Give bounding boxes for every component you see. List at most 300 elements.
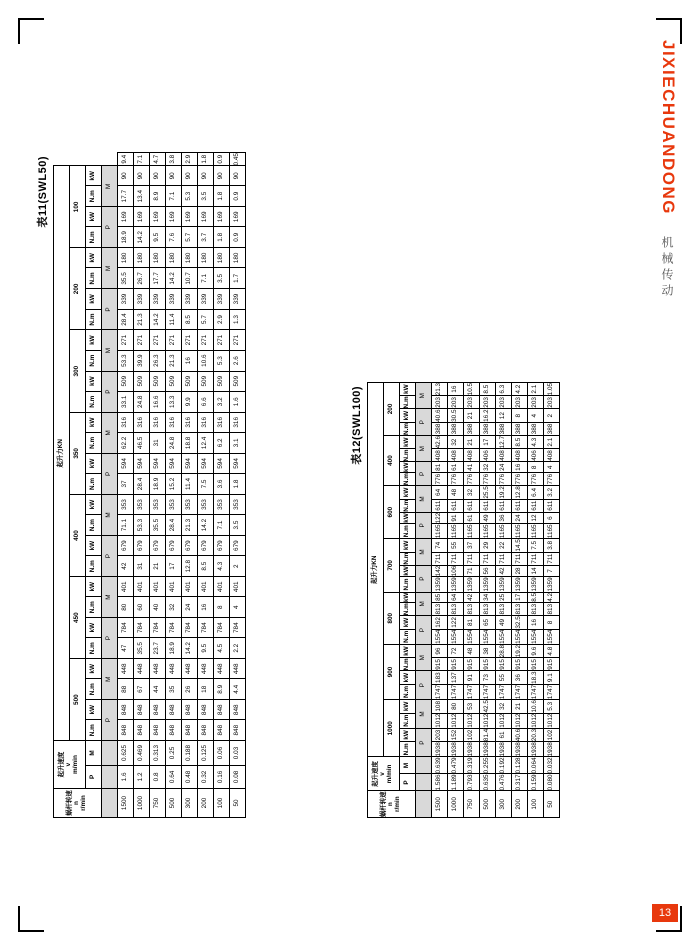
data-cell: 784 [230,618,246,638]
data-cell: 776 [512,473,528,486]
data-cell: 1938 [528,742,544,757]
crop-mark-bottom-left-h [18,930,44,932]
speed-m-cell: 0.639 [432,757,448,774]
data-cell: 271 [118,330,134,350]
data-cell: 1554 [464,629,480,644]
table-row [198,153,214,818]
data-cell: 4.4 [230,679,246,700]
data-cell: 37 [118,473,134,494]
load-header: 300 [70,330,86,412]
data-cell: 611 [496,499,512,512]
metric-header: kW [400,700,416,713]
data-cell: 339 [118,289,134,309]
data-cell: 183 [432,671,448,684]
data-cell: 16.2 [480,409,496,422]
sub-m-label: M [416,700,432,729]
load-header: 350 [70,412,86,494]
rpm-header: 蜗杆转速 n r/min [54,788,102,817]
sub-p-label: P [416,462,432,486]
data-cell: 401 [118,577,134,597]
data-cell: 1747 [448,684,464,699]
data-cell: 388 [512,422,528,435]
data-cell: 90 [150,166,166,186]
data-cell: 35.5 [150,515,166,536]
data-cell: 848 [182,720,198,741]
metric-header: N.m [86,309,102,330]
data-cell: 14.5 [512,539,528,552]
table-row [214,153,230,818]
data-cell: 203 [496,396,512,409]
speed-m-cell: 0.25 [166,741,182,766]
data-cell: 48 [448,486,464,499]
metric-header: N.m [86,227,102,248]
data-cell: 679 [150,536,166,556]
data-cell: 35.5 [134,638,150,659]
data-cell: 509 [134,371,150,391]
crop-mark-top-left-h [18,18,44,20]
data-cell: 24 [512,512,528,524]
data-cell: 813 [544,603,560,616]
data-cell: 448 [150,659,166,679]
data-cell: 1165 [448,524,464,539]
data-cell: 42 [118,556,134,577]
data-cell: 848 [134,720,150,741]
data-cell: 711 [528,552,544,565]
table-row [512,382,528,817]
data-cell: 401 [198,577,214,597]
speed-m-cell: 0.255 [480,757,496,774]
data-cell: 353 [198,494,214,514]
metric-header: N.m [86,350,102,371]
metric-header: kW [86,166,102,186]
data-cell: 776 [432,473,448,486]
data-cell: 594 [230,453,246,473]
metric-header: N.m [400,449,416,462]
data-cell: 1359 [448,577,464,592]
data-cell: 9.4 [118,153,134,166]
data-cell: 9.5 [198,638,214,659]
data-cell: 776 [480,473,496,486]
table-row [528,382,544,817]
blank-cell [416,774,432,791]
metric-header: N.m [86,473,102,494]
data-cell: 88 [118,679,134,700]
data-cell: 611 [512,499,528,512]
data-cell: 85 [432,592,448,603]
data-cell: 1165 [480,524,496,539]
data-cell: 90 [166,166,182,186]
data-cell: 1012 [448,713,464,728]
data-cell: 12.7 [496,435,512,448]
data-cell: 1359 [480,577,496,592]
data-cell: 1165 [528,524,544,539]
load-header: 400 [70,494,86,576]
data-cell: 21.3 [166,350,182,371]
data-cell: 3.5 [198,186,214,207]
metric-header: N.m [400,684,416,699]
sub-m-label: M [416,486,432,513]
data-cell: 6 [544,512,560,524]
data-cell: 813 [464,603,480,616]
data-cell: 64 [432,486,448,499]
data-cell: 14 [528,565,544,577]
data-cell: 1938 [544,742,560,757]
metric-header: kW [86,248,102,268]
data-cell: 21 [150,556,166,577]
data-cell: 152 [448,728,464,741]
sub-m-label: M [416,644,432,671]
data-cell: 316 [214,412,230,432]
metric-header: N.m [86,391,102,412]
sub-m-label: M [416,592,432,616]
data-cell: 61 [464,512,480,524]
data-cell: 848 [198,700,214,720]
data-cell: 67 [134,679,150,700]
speed-p-cell: 0.635 [480,774,496,791]
metric-header: kW [400,539,416,552]
speed-p-label: P [86,765,102,788]
data-cell: 169 [214,207,230,227]
data-cell: 180 [118,248,134,268]
data-cell: 848 [118,720,134,741]
data-cell: 53 [464,700,480,713]
metric-header: kW [86,412,102,432]
data-cell: 776 [544,473,560,486]
data-cell: 8 [214,597,230,618]
sub-p-label: P [102,536,118,577]
data-cell: 18 [198,679,214,700]
metric-header: N.m [400,422,416,435]
data-cell: 7.6 [166,227,182,248]
sub-m-label: M [416,539,432,566]
data-cell: 848 [230,720,246,741]
rpm-cell: 200 [198,788,214,817]
table-row [150,153,166,818]
data-cell: 388 [432,422,448,435]
metric-header: N.m [86,186,102,207]
brand-sidebar [642,40,678,600]
data-cell: 90 [198,166,214,186]
data-cell: 784 [134,618,150,638]
data-cell: 401 [214,577,230,597]
group-header: 起升力KN [54,166,70,741]
data-cell: 1359 [496,577,512,592]
data-cell: 679 [214,536,230,556]
speed-p-cell: 0.080 [544,774,560,791]
data-cell: 679 [118,536,134,556]
data-cell: 848 [166,720,182,741]
data-cell: 40.6 [432,409,448,422]
table-row [166,153,182,818]
data-cell: 848 [198,720,214,741]
data-cell: 1554 [544,629,560,644]
data-cell: 49 [480,512,496,524]
data-cell: 401 [166,577,182,597]
data-cell: 18.3 [528,671,544,684]
data-cell: 65 [480,616,496,629]
speed-m-cell: 0.128 [512,757,528,774]
data-cell: 18.9 [118,227,134,248]
sub-p-label: P [102,453,118,494]
data-cell: 10.5 [464,382,480,395]
data-cell: 1165 [432,524,448,539]
load-header: 200 [384,382,400,435]
metric-header: kW [86,330,102,350]
data-cell: 848 [134,700,150,720]
data-cell: 12 [496,409,512,422]
table-row [118,153,134,818]
data-cell: 401 [182,577,198,597]
speed-m-cell: 0.125 [198,741,214,766]
brand-name-cn: 机械传动 [660,236,674,300]
data-cell: 62.2 [118,432,134,453]
data-cell: 12.4 [198,432,214,453]
data-cell: 28.4 [166,515,182,536]
data-cell: 28 [512,565,528,577]
metric-header: N.m [400,473,416,486]
data-cell: 408 [432,449,448,462]
data-cell: 711 [544,552,560,565]
data-cell: 6.4 [528,486,544,499]
speed-p-cell: 0.08 [230,765,246,788]
data-cell: 271 [182,330,198,350]
sub-m-label: M [102,412,118,453]
metric-header: kW [86,577,102,597]
data-cell: 9.5 [150,227,166,248]
data-cell: 81 [432,462,448,473]
metric-header: kW [400,409,416,422]
data-cell: 169 [182,207,198,227]
data-cell: 28.8 [496,644,512,657]
data-cell: 16 [198,597,214,618]
rpm-cell: 100 [528,791,544,818]
data-cell: 46.5 [134,432,150,453]
rpm-cell: 1000 [134,788,150,817]
data-cell: 72 [448,644,464,657]
blank-cell [416,791,432,818]
data-cell: 784 [198,618,214,638]
data-cell: 7.1 [134,153,150,166]
data-cell: 81.4 [480,728,496,741]
data-cell: 271 [230,330,246,350]
data-cell: 3.5 [230,515,246,536]
rpm-cell: 500 [166,788,182,817]
data-cell: 813 [480,603,496,616]
data-cell: 448 [230,659,246,679]
data-cell: 3.5 [214,268,230,289]
data-cell: 17 [512,592,528,603]
data-cell: 23.7 [150,638,166,659]
data-cell: 17.7 [150,268,166,289]
speed-m-label: M [86,741,102,766]
data-cell: 17 [166,556,182,577]
data-cell: 34 [480,592,496,603]
data-cell: 91 [448,512,464,524]
data-cell: 611 [432,499,448,512]
data-cell: 408 [464,449,480,462]
data-cell: 915 [464,658,480,671]
data-cell: 509 [150,371,166,391]
data-cell: 353 [182,494,198,514]
data-cell: 408 [448,449,464,462]
speed-p-label: P [400,774,416,791]
rpm-header: 蜗杆转速 n r/min [368,791,416,818]
table-11-title: 表11(SWL50) [37,156,49,228]
data-cell: 848 [150,720,166,741]
data-cell: 19.2 [512,644,528,657]
metric-header: N.m [400,629,416,644]
data-cell: 339 [150,289,166,309]
speed-p-cell: 0.32 [198,765,214,788]
data-cell: 203 [480,396,496,409]
speed-p-cell: 0.64 [166,765,182,788]
data-cell: 35 [166,679,182,700]
data-cell: 5.3 [544,700,560,713]
data-cell: 1938 [512,742,528,757]
data-cell: 40.6 [512,728,528,741]
data-cell: 401 [230,577,246,597]
metric-header: kW [400,671,416,684]
data-cell: 776 [464,473,480,486]
data-cell: 1165 [544,524,560,539]
metric-header: N.m [400,603,416,616]
data-cell: 1554 [480,629,496,644]
data-cell: 915 [448,658,464,671]
crop-mark-top-right-v [680,18,682,44]
data-cell: 509 [182,371,198,391]
data-cell: 353 [230,494,246,514]
data-cell: 1554 [496,629,512,644]
speed-p-cell: 1.2 [134,765,150,788]
load-header: 900 [384,644,400,699]
metric-header: kW [86,494,102,514]
data-cell: 7.5 [198,473,214,494]
data-cell: 813 [496,603,512,616]
data-cell: 8.9 [214,679,230,700]
data-cell: 36 [512,671,528,684]
data-cell: 6.2 [214,432,230,453]
data-cell: 776 [528,473,544,486]
crop-mark-bottom-left-v [18,906,20,932]
speed-p-cell: 0.159 [528,774,544,791]
speed-m-cell: 0.313 [150,741,166,766]
data-cell: 1938 [448,742,464,757]
metric-header: N.m [86,268,102,289]
data-cell: 13.3 [166,391,182,412]
data-cell: 180 [182,248,198,268]
data-cell: 1554 [512,629,528,644]
data-cell: 2.1 [528,382,544,395]
page-number: 13 [652,904,678,922]
data-cell: 1359 [512,577,528,592]
data-cell: 813 [528,603,544,616]
data-cell: 42 [496,565,512,577]
data-cell: 1.8 [214,227,230,248]
data-cell: 388 [448,422,464,435]
data-cell: 14.2 [166,268,182,289]
data-cell: 18.9 [166,638,182,659]
data-cell: 448 [198,659,214,679]
data-cell: 915 [512,658,528,671]
rpm-cell: 50 [230,788,246,817]
data-cell: 35.5 [118,268,134,289]
data-cell: 14.2 [182,638,198,659]
data-cell: 38 [480,644,496,657]
data-cell: 9.9 [182,391,198,412]
data-cell: 594 [182,453,198,473]
rpm-cell: 300 [496,791,512,818]
data-cell: 353 [134,494,150,514]
data-cell: 594 [166,453,182,473]
data-cell: 2.9 [214,309,230,330]
table-row [230,153,246,818]
metric-header: kW [86,659,102,679]
speed-m-cell: 0.469 [134,741,150,766]
data-cell: 16 [512,462,528,473]
rpm-cell: 50 [544,791,560,818]
data-cell: 1747 [432,684,448,699]
data-cell: 388 [528,422,544,435]
data-cell: 1165 [512,524,528,539]
data-cell: 848 [230,700,246,720]
data-cell: 7.1 [166,186,182,207]
crop-mark-bottom-right-v [680,906,682,932]
speed-p-cell: 0.476 [496,774,512,791]
sub-m-label: M [102,659,118,700]
data-cell: 848 [118,700,134,720]
data-cell: 203 [512,396,528,409]
speed-p-cell: 0.16 [214,765,230,788]
data-cell: 203 [432,396,448,409]
rpm-cell: 1500 [118,788,134,817]
speed-p-cell: 1.189 [448,774,464,791]
data-cell: 14.2 [134,227,150,248]
data-cell: 1938 [496,742,512,757]
data-cell: 1938 [464,742,480,757]
data-cell: 711 [464,552,480,565]
speed-m-cell: 0.032 [544,757,560,774]
rpm-cell: 1000 [448,791,464,818]
data-cell: 180 [230,248,246,268]
metric-header: kW [400,382,416,395]
metric-header: N.m [400,742,416,757]
speed-m-cell: 0.319 [464,757,480,774]
metric-header: N.m [400,524,416,539]
data-cell: 4.3 [214,556,230,577]
data-cell: 16 [528,616,544,629]
data-cell: 4.3 [528,435,544,448]
data-cell: 711 [448,552,464,565]
data-cell: 611 [528,499,544,512]
data-cell: 3.8 [544,539,560,552]
data-cell: 1359 [544,577,560,592]
data-cell: 71 [464,565,480,577]
data-cell: 71.1 [118,515,134,536]
table-12-title: 表12(SWL100) [351,385,363,465]
speed-p-cell: 0.48 [182,765,198,788]
data-cell: 24 [496,462,512,473]
speed-m-cell: 0.192 [496,757,512,774]
data-cell: 22 [496,539,512,552]
data-cell: 40 [150,597,166,618]
data-cell: 31 [150,432,166,453]
data-cell: 9.6 [528,644,544,657]
blank-cell [102,765,118,788]
metric-header: kW [400,462,416,473]
sub-m-label: M [102,248,118,289]
table-12 [367,382,560,818]
data-cell: 10.6 [528,700,544,713]
